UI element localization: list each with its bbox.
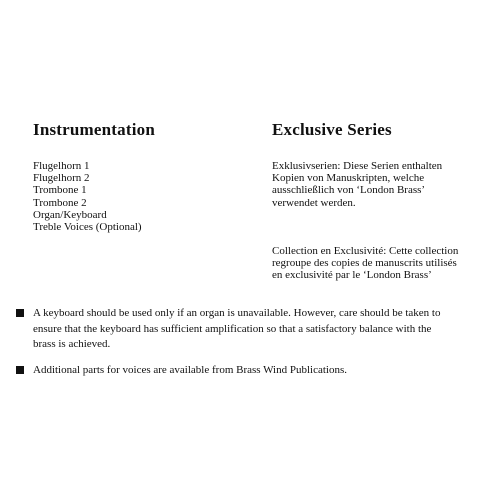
note-line: Additional parts for voices are available from Brass Wind Publications. (33, 363, 347, 376)
paragraph-line: Kopien von Manuskripten, welche (272, 172, 425, 185)
paragraph-line: Exklusivserien: Diese Serien enthalten (272, 160, 443, 172)
note-line: ensure that the keyboard has sufficient amplification so that a satisfactory balance with the (33, 322, 432, 335)
paragraph-line: ausschließlich von ‘London Brass’ (272, 184, 426, 197)
note-text (33, 363, 486, 379)
note-text (33, 306, 486, 353)
exclusive-series-heading: Exclusive Series (272, 120, 392, 139)
paragraph-line: regroupe des copies de manuscrits utilisés (272, 257, 457, 270)
paragraph-line: en exclusivité par le ‘London Brass’ (272, 269, 432, 282)
instrument-item: Treble Voices (Optional) (33, 221, 142, 234)
notes-section (16, 306, 486, 388)
paragraph-line: Collection en Exclusivité: Cette collection (272, 245, 459, 257)
paragraph-line: verwendet werden. (272, 196, 356, 209)
note-line: brass is achieved. (33, 338, 111, 350)
square-bullet-icon (16, 309, 24, 317)
keyboard-note (16, 306, 486, 353)
square-bullet-icon (16, 366, 24, 374)
exclusive-french-paragraph (272, 245, 487, 282)
instrumentation-list (33, 160, 142, 233)
instrumentation-heading: Instrumentation (33, 120, 156, 139)
note-line: A keyboard should be used only if an organ is unavailable. However, care should be taken to (33, 307, 441, 319)
instrument-item: Flugelhorn 2 (33, 172, 90, 185)
instrument-item: Trombone 2 (33, 196, 87, 209)
exclusive-german-paragraph (272, 160, 487, 209)
additional-parts-note (16, 363, 486, 379)
instrument-item: Flugelhorn 1 (33, 160, 90, 172)
instrument-item: Trombone 1 (33, 184, 87, 197)
instrument-item: Organ/Keyboard (33, 208, 107, 221)
